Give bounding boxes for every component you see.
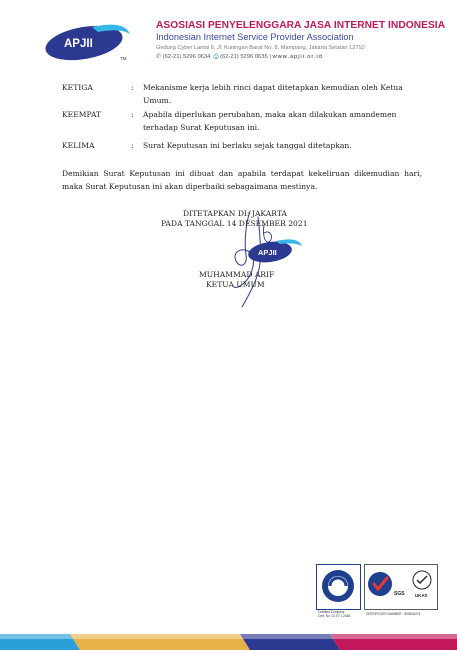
cert-number-label-1: Certified Company Cert. No. 01 07 1 2484 bbox=[318, 610, 351, 618]
org-contacts bbox=[156, 53, 323, 61]
clause-label: KELIMA bbox=[62, 141, 95, 150]
clause-label: KEEMPAT bbox=[62, 110, 102, 119]
clause-ketiga bbox=[62, 82, 457, 108]
contact-separator: | bbox=[269, 54, 271, 60]
clause-label: KETIGA bbox=[62, 83, 93, 92]
clause-colon: : bbox=[131, 110, 134, 119]
place-of-issue: DITETAPKAN DI: JAKARTA bbox=[183, 209, 288, 218]
apjii-stamp-logo bbox=[236, 236, 316, 266]
phone-icon: ✆ bbox=[156, 54, 162, 60]
signatory-title: KETUA UMUM bbox=[206, 280, 265, 289]
letterhead bbox=[0, 0, 457, 72]
clause-text: Apabila diperlukan perubahan, maka akan dilakukan amandemen terhadap Surat Keputusan ini. bbox=[143, 110, 397, 132]
footer-color-stripe bbox=[0, 634, 457, 650]
clause-text: Surat Keputusan ini berlaku sejak tanggal ditetapkan. bbox=[143, 141, 352, 150]
clause-colon: : bbox=[131, 141, 134, 150]
clause-keempat bbox=[62, 109, 457, 135]
apjii-logo bbox=[40, 22, 132, 62]
clause-colon: : bbox=[131, 83, 134, 92]
logo-text: APJII bbox=[64, 38, 93, 50]
date-of-issue: PADA TANGGAL 14 DESEMBER 2021 bbox=[161, 219, 308, 228]
logo-trademark: TM bbox=[120, 56, 127, 61]
org-address: Gedung Cyber Lantai 6, Jl. Kuningan Barat No. 8, Mampang, Jakarta Selatan 12710 bbox=[156, 45, 365, 51]
stamp-text: APJII bbox=[258, 248, 277, 257]
fax-number: (62-21) 5296 0635 bbox=[220, 54, 268, 60]
org-name: ASOSIASI PENYELENGGARA JASA INTERNET INDONESIA bbox=[156, 20, 446, 31]
fax-icon: ⎙ bbox=[213, 54, 219, 60]
signatory-name: MUHAMMAD ARIF bbox=[199, 270, 275, 279]
clause-kelima bbox=[62, 140, 457, 154]
org-name-english: Indonesian Internet Service Provider Association bbox=[156, 32, 354, 42]
sgs-mark: SGS bbox=[394, 591, 405, 597]
closing-paragraph: Demikian Surat Keputusan ini dibuat dan apabila terdapat kekeliruan dikemudian hari, maka Surat Keputusan ini akan diperbaiki sebagaimana mestinya. bbox=[62, 169, 422, 191]
ukas-mark: UKAS bbox=[415, 593, 428, 598]
phone-number: (62-21) 5296 0634 bbox=[162, 54, 211, 60]
website-link[interactable]: www.apjii.or.id bbox=[272, 54, 323, 60]
cert-number-label-2: CERTIFICATE NUMBER : ID08/04274 bbox=[366, 612, 421, 616]
clause-text: Mekanisme kerja lebih rinci dapat ditetapkan kemudian oleh Ketua Umum. bbox=[143, 83, 403, 105]
